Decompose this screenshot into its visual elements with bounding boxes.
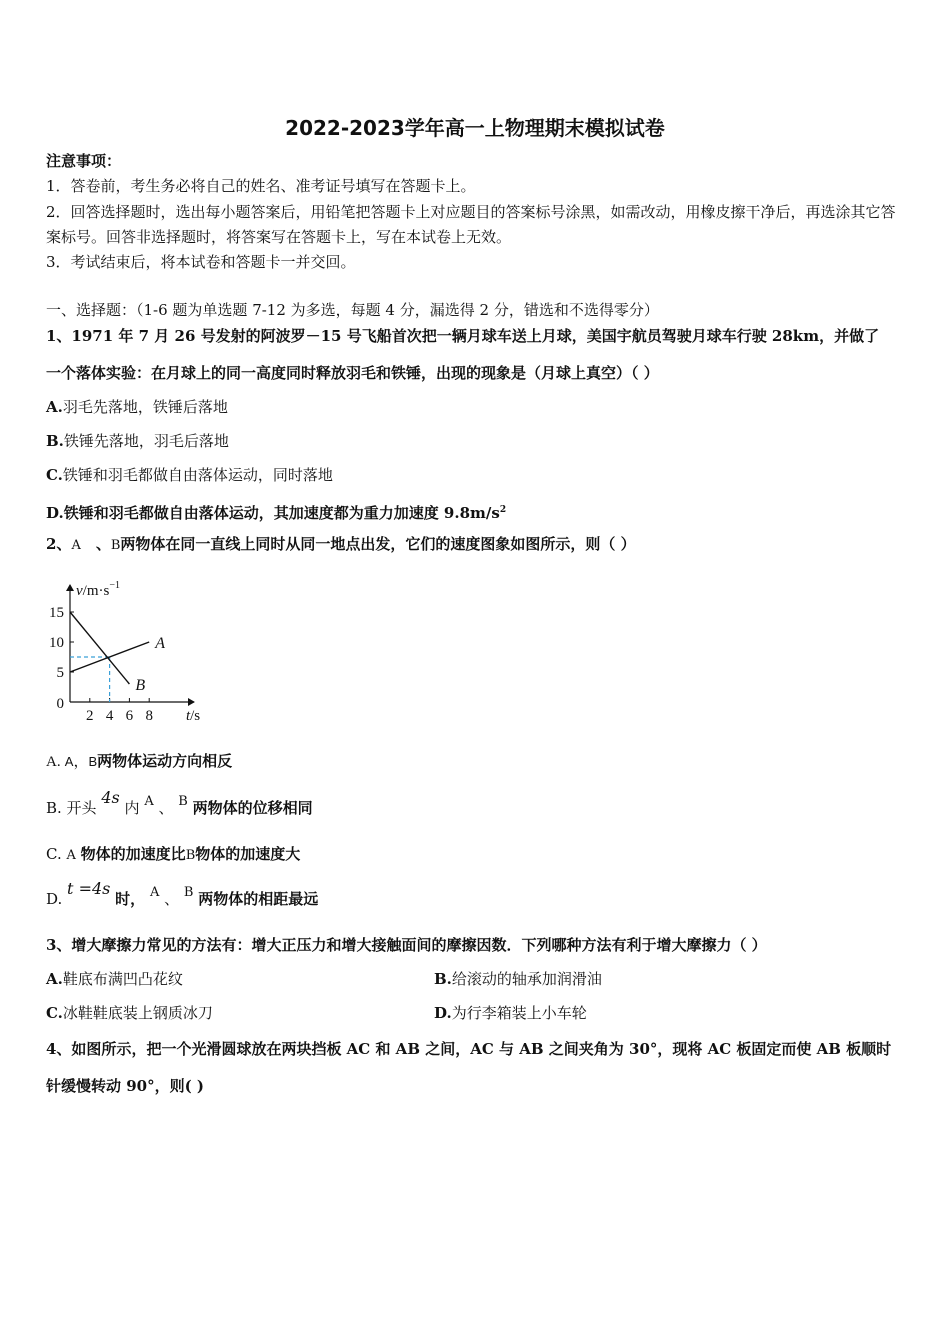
section-heading: 一、选择题：（1-6 题为单选题 7-12 为多选，每题 4 分，漏选得 2 分，错选和不选得零分） — [46, 301, 659, 319]
q2-option-b-time: 4s — [101, 788, 120, 807]
q3-option-d-label: D. — [434, 1004, 452, 1022]
q2-option-b-var2: B — [178, 794, 188, 809]
q1-option-d — [46, 499, 908, 524]
origin-label: 0 — [56, 696, 64, 712]
series-label-b: B — [135, 677, 146, 694]
y-tick-label: 15 — [49, 605, 64, 621]
q1-option-d-sup: 2 — [499, 505, 507, 515]
page-title: 2022-2023学年高一上物理期末模拟试卷 — [285, 116, 665, 140]
y-tick-label: 5 — [56, 665, 64, 681]
notice-item-1: 1．答卷前，考生务必将自己的姓名、准考证号填写在答题卡上。 — [46, 177, 476, 195]
q3-option-d — [434, 1002, 587, 1024]
q2-option-a-var1: A — [64, 754, 74, 769]
q2-option-d-mid: 时， — [115, 890, 146, 908]
q1-option-a-text: 羽毛先落地，铁锤后落地 — [62, 398, 228, 416]
q1-option-c — [46, 464, 908, 486]
q2-number: 2、 — [46, 535, 72, 553]
notice-heading: 注意事项： — [46, 152, 122, 170]
q2-option-d-time: t =4s — [67, 879, 111, 898]
q1-option-b — [46, 430, 908, 452]
series-label-a: A — [155, 635, 165, 652]
q4-stem-line2: 针缓慢转动 90°，则( ) — [46, 1077, 205, 1095]
q2-option-a-label: A. — [46, 754, 61, 770]
q2-option-b-sep: 、 — [158, 799, 174, 817]
q3-option-b-label: B. — [434, 970, 452, 988]
notice-item-3: 3．考试结束后，将本试卷和答题卡一并交回。 — [46, 253, 356, 271]
q2-option-b-label: B. 开头 — [46, 799, 97, 817]
q2-option-b — [46, 788, 908, 821]
q2-var-a: A — [71, 538, 81, 553]
q3-option-a-label: A. — [46, 970, 63, 988]
x-axis-label: t/s — [185, 708, 201, 724]
q2-separator: 、 — [95, 535, 111, 553]
q3-option-b-text: 给滚动的轴承加润滑油 — [451, 970, 602, 988]
x-tick-label: 8 — [145, 708, 153, 724]
q1-option-b-text: 铁锤先落地，羽毛后落地 — [63, 432, 229, 450]
q1-option-c-label: C. — [46, 466, 63, 484]
q2-option-d-sep: 、 — [164, 890, 180, 908]
q1-option-b-label: B. — [46, 432, 64, 450]
velocity-time-graph — [40, 566, 280, 726]
q3-options-row1 — [46, 968, 908, 990]
y-tick-label: 10 — [49, 635, 64, 651]
q2-option-d — [46, 879, 908, 912]
q1-option-a — [46, 396, 908, 418]
q3-option-c-text: 冰鞋鞋底装上钢质冰刀 — [62, 1004, 213, 1022]
q3-option-d-text: 为行李箱装上小车轮 — [451, 1004, 587, 1022]
q2-option-b-var1: A — [144, 794, 154, 809]
q3-options-row2 — [46, 1002, 908, 1024]
q2-option-d-label: D. — [46, 890, 63, 908]
q3-option-a-text: 鞋底布满凹凸花纹 — [62, 970, 183, 988]
q1-option-c-text: 铁锤和羽毛都做自由落体运动，同时落地 — [62, 466, 333, 484]
q2-option-b-mid: 内 — [124, 799, 140, 817]
q1-stem-line1: 1、1971 年 7 月 26 号发射的阿波罗－15 号飞船首次把一辆月球车送上月球，美国宇航员驾驶月球车行驶 28km，并做了 — [46, 327, 880, 345]
q3-option-c-label: C. — [46, 1004, 63, 1022]
q3-option-c — [46, 1004, 213, 1022]
series-line-b — [70, 612, 129, 684]
q3-stem: 3、增大摩擦力常见的方法有：增大正压力和增大接触面间的摩擦因数．下列哪种方法有利于增大摩擦力（ ） — [46, 936, 767, 954]
y-axis-label: $v/m\cdot s^{-1}$ — [76, 580, 120, 599]
q2-option-a-comma: ， — [73, 753, 89, 770]
q2-option-d-var2: B — [183, 885, 194, 900]
q3-option-b — [434, 968, 602, 990]
notice-item-2: 2．回答选择题时，选出每小题答案后，用铅笔把答题卡上对应题目的答案标号涂黑，如需改动，用橡皮擦干净后，再选涂其它答案标号。回答非选择题时，将答案写在答题卡上，写在本试卷上无效。 — [46, 203, 896, 246]
q2-option-c-var1: A — [66, 848, 76, 863]
q1-stem-line2: 一个落体实验：在月球上的同一高度同时释放羽毛和铁锤，出现的现象是（月球上真空）（ ） — [46, 364, 659, 382]
q2-var-b: B — [110, 538, 121, 553]
q2-option-c-text: 物体的加速度大 — [195, 845, 301, 863]
q2-option-c — [46, 843, 908, 867]
q1-option-a-label: A. — [46, 398, 63, 416]
q3-option-a — [46, 970, 183, 988]
q2-option-d-text: 两物体的相距最远 — [198, 890, 319, 908]
q2-option-c-var2: B — [185, 848, 196, 863]
q2-option-a-text: 两物体运动方向相反 — [97, 753, 233, 770]
q2-option-d-var1: A — [149, 885, 160, 900]
q2-option-c-mid: 物体的加速度比 — [80, 845, 186, 863]
x-tick-label: 6 — [125, 708, 134, 724]
q2-stem — [46, 533, 908, 557]
q2-option-a — [46, 751, 908, 773]
q1-option-d-text: 铁锤和羽毛都做自由落体运动，其加速度都为重力加速度 9.8m/s — [63, 504, 500, 522]
q2-option-a-var2: B — [88, 754, 98, 769]
q4-stem-line1: 4、如图所示，把一个光滑圆球放在两块挡板 AC 和 AB 之间，AC 与 AB 之间夹角为 30°，现将 AC 板固定而使 AB 板顺时 — [46, 1040, 892, 1058]
q2-option-c-label: C. — [46, 845, 62, 863]
q2-stem-text: 两物体在同一直线上同时从同一地点出发，它们的速度图象如图所示，则（ ） — [120, 535, 636, 553]
x-tick-label: 4 — [105, 708, 114, 724]
q1-option-d-label: D. — [46, 504, 64, 522]
q2-option-b-text: 两物体的位移相同 — [192, 799, 313, 817]
x-tick-label: 2 — [86, 708, 94, 724]
